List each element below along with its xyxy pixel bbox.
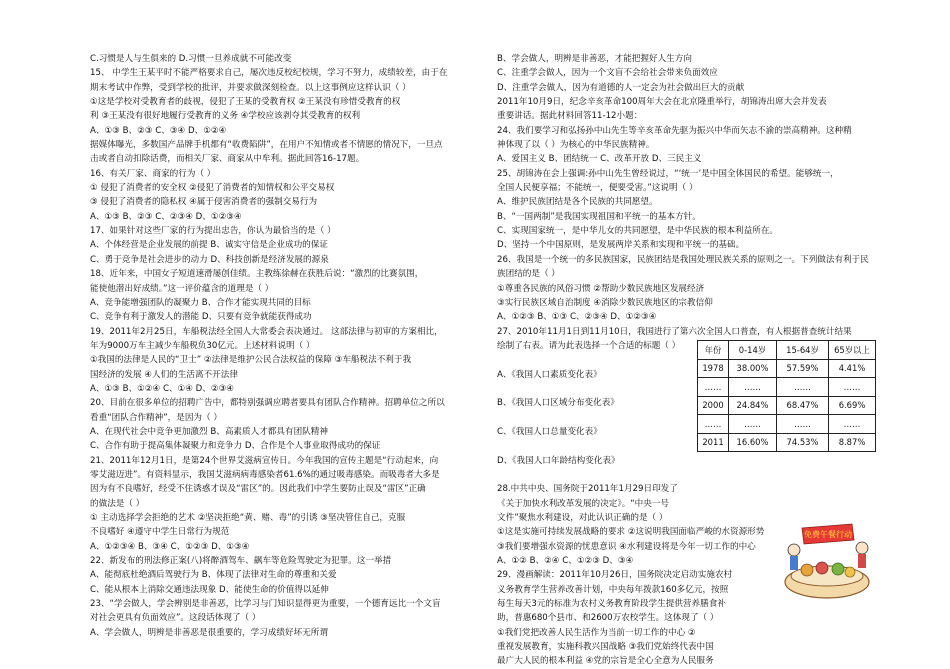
text-line: 2011年10月9日，纪念辛亥革命100周年大会在北京隆重举行，胡锦涛出席大会并发表 [497,97,827,108]
text-line: A、《我国人口素质变化表》 [497,369,602,380]
table-row [698,415,876,434]
text-line: ③我们要增强水资源的忧患意识 ④水利建设将是今年一切工作的中心 [497,541,756,552]
text-line: 年为9000万车主减少车船税负30亿元。上述材料说明（ ） [90,340,315,351]
text-line: 助，普惠680个县市、和2600万农校学生。这体现了（ ） [497,613,719,624]
text-line: 据媒体曝光，多数国产品牌手机都有“收费陷阱”，在用户不知情或者不情愿的情况下，一旦点 [90,140,443,151]
table-cell: 2011 [698,433,729,452]
text-line: D、坚持一个中国原则，是发展两岸关系和实现和平统一的基础。 [497,240,745,251]
text-line: 15、 中学生王某平时不能严格要求自己，屡次违反校纪校规，学习不努力，成绩较差，由于在 [90,68,448,79]
text-line: A、学会做人，明辨是非善恶是很重要的，学习成绩好坏无所谓 [90,627,328,638]
table-cell: …… [698,415,729,434]
table-row [698,396,876,415]
table-header-cell: 65岁以上 [829,341,876,360]
text-line: C、实现国家统一，是中华儿女的共同愿望，是中华民族的根本利益所在。 [497,226,779,237]
text-line: 21、2011年12月1日，是第24个世界艾滋病宣传日。今年我国的宣传主题是“行动起来，向 [90,455,439,466]
table-cell: 74.53% [777,433,829,452]
table-cell: …… [729,415,777,434]
text-line: ①这是学校对受教育者的歧视，侵犯了王某的受教育权 ②王某没有珍惜受教育的权 [90,97,401,108]
text-line: C、竞争有利于激发人的潜能 D、只要有竞争就能获得成功 [90,312,312,323]
table-header-row [698,341,876,360]
text-line: 能使他潜出好成绩。”这一评价蕴含的道理是（ ） [90,283,274,294]
table-cell: 16.60% [729,433,777,452]
text-line: ①尊重各民族的风俗习惯 ②帮助少数民族地区发展经济 [497,283,705,294]
text-line: 零艾滋迈进”。有资料显示，我国艾滋病病毒感染者61.6%的通过吸毒感染。而吸毒者大多是 [90,469,440,480]
text-line: ③实行民族区域自治制度 ④消除少数民族地区的宗教信仰 [497,297,713,308]
text-line: D、《我国人口年龄结构变化表》 [497,455,620,466]
text-line: 23、“学会做人，学会辨别是非善恶，比学习与门知识显得更为重要，一个德育远比一个文盲 [90,599,441,610]
text-line: ① 主动选择学会拒绝的艺术 ②坚决拒绝“黄、赌、毒”的引诱 ③坚决管住自己，克服 [90,513,406,523]
text-line: 26、我国是一个统一的多民族国家，民族团结是我国处理民族关系的原则之一。下列做法有利于民 [497,254,869,265]
left-column [90,52,465,640]
text-line: A、爱国主义 B、团结统一 C、改革开放 D、三民主义 [497,154,702,165]
table-cell: …… [698,378,729,397]
text-line: 义务教育学生营养改善计划，中央每年拨款160多亿元，按照 [497,584,729,595]
text-line [497,468,875,482]
text-line: 对社会更具有负面效应”。这段话体现了（ ） [90,613,261,624]
text-line: 19、2011年2月25日，车船税法经全国人大常委会表决通过。 这部法律与初审的方案相比， [90,326,443,337]
table-header-cell: 15-64岁 [777,341,829,360]
text-line: D、注重学会做人，因为有道德的人一定会为社会做出巨大的贡献 [497,82,745,93]
table-cell: 8.87% [829,433,876,452]
cartoon-illustration [772,520,882,605]
text-line: C、勇于竞争是社会进步的动力 D、科技创新是经济发展的源泉 [90,254,329,265]
text-line: 击或者自动扣除话费，而相关厂家、商家从中牟利。据此回答16-17题。 [90,154,365,165]
table-row [698,433,876,452]
text-line: C、注重学会做人，因为一个文盲不会给社会带来负面效应 [497,68,718,79]
text-line: ① 侵犯了消费者的安全权 ②侵犯了消费者的知情权和公平交易权 [90,183,335,194]
table-header-cell: 0-14岁 [729,341,777,360]
text-line: A、①② B、②④ C、①②③ D、③④ [497,556,634,567]
text-line: 28.中共中央、国务院于2011年1月29日印发了 [497,484,678,495]
table-cell: 4.41% [829,359,876,378]
text-line: A、①③ B、②③ C、②③④ D、①②③④ [90,211,242,222]
text-line: 期末考试中作弊，受到学校的批评，并要求做深刻检查。以上这事例应这样认识（ ） [90,82,411,93]
text-line: 神体现了以（ ）为核心的中华民族精神。 [497,140,655,151]
text-line: ①我们党把改善人民生活作为当前一切工作的中心 ② [497,627,696,638]
text-line: 25、胡锦涛在会上强调:孙中山先生曾经说过，“‘统一’是中国全体国民的希望。能够统一， [497,168,839,179]
text-line: 《关于加快水利改革发展的决定》。“中央一号 [497,498,670,509]
text-line: 29、漫画解读：2011年10月26日，国务院决定启动实施农村 [497,570,733,581]
table-header-cell: 年份 [698,341,729,360]
text-line: A、竞争能增强团队的凝聚力 B、合作才能实现共同的目标 [90,297,311,308]
cartoon-banner-text: 免费午餐行动 [804,530,852,539]
text-line: 的做法是（ ） [90,498,145,509]
text-line: 全国人民便享福；不能统一，便要受害。”这说明（ ） [497,183,698,194]
text-line: C、合作有助于提高集体凝聚力和竞争力 D、合作是个人事业取得成功的保证 [90,441,381,452]
text-line: 因为有不良嗜好，经受不住诱惑才误及“雷区”的。因此我们中学生要防止误及“雷区”正确 [90,484,426,495]
table-cell: 24.84% [729,396,777,415]
text-line: A、①②③ B、①③ C、②③④ D、①②③④ [497,312,657,323]
table-cell: …… [829,378,876,397]
text-line: A、能彻底杜绝酒后驾驶行为 B、体现了法律对生命的尊重和关爱 [90,570,337,581]
text-line: C、《我国人口总量变化表》 [497,426,602,437]
text-line: C、能从根本上消除交通违法现象 D、能使生命的价值得以延伸 [90,584,329,595]
table-cell: 38.00% [729,359,777,378]
text-line: A、在现代社会中竞争更加激烈 B、高素质人才都具有团队精神 [90,426,328,437]
text-line: 族团结的是（ ） [497,269,560,280]
text-line: 绘制了右表。请为此表选择一个合适的标题（ ） [497,340,681,351]
text-line: 22、新发布的刑法修正案(八)将醉酒驾车、飙车等危险驾驶定为犯罪。这一举措 [90,556,392,567]
text-line: C.习惯是人与生俱来的 D.习惯一旦养成就不可能改变 [90,54,292,64]
text-line: A、①③ B、②③ C、③④ D、①②④ [90,125,227,136]
table-row [698,359,876,378]
table-row [698,378,876,397]
text-line: 重要讲话。据此材料回答11-12小题： [497,111,643,122]
text-line: B、《我国人口区域分布变化表》 [497,398,619,409]
text-line: ①这是实施可持续发展战略的要求 ②这说明我国面临严峻的水资源形势 [497,527,765,538]
table-cell: 68.47% [777,396,829,415]
table-cell: …… [829,415,876,434]
text-line: 利 ③王某没有很好地履行受教育的义务 ④学校应该剥夺其受教育的权利 [90,111,361,122]
text-line: 每生每天3元的标准为农村义务教育阶段学生提供营养膳食补 [497,599,726,610]
table-cell: 6.69% [829,396,876,415]
text-line: 不良嗜好 ④遵守中学生日常行为规范 [90,527,230,538]
text-line: 文件”聚焦水利建设，对此认识正确的是（ ） [497,513,668,523]
table-cell: 2000 [698,396,729,415]
text-line: 国经济的发展 ④人们的生活离不开法律 [90,369,238,380]
table-cell: …… [777,415,829,434]
text-line: A、①③ B、①②④ C、①④ D、②③④ [90,383,235,394]
text-line: 最广大人民的根本利益 ④党的宗旨是全心全意为人民服务 [497,656,714,667]
text-line: 18、近年来，中国女子短道速滑屡创佳绩。主教练徐赫在获胜后说：“激烈的比赛氛围， [90,269,424,280]
table-cell: 57.59% [777,359,829,378]
text-line: 24、我们要学习和弘扬孙中山先生等辛亥革命先驱为振兴中华而矢志不渝的崇高精神。这种精 [497,125,852,136]
text-line: 看重“团队合作精神”，是因为（ ） [90,412,222,423]
table-cell: …… [729,378,777,397]
text-line: 17、如果针对这些厂家的行为提出忠告，你认为最恰当的是（ ） [90,226,336,237]
text-line: 16、有关厂家、商家的行为（ ） [90,168,216,179]
text-line: ③ 侵犯了消费者的隐私权 ④属于侵害消费者的强制交易行为 [90,197,318,208]
text-line: B、“一国两制”是我国实现祖国和平统一的基本方针。 [497,211,701,222]
text-line: 重视发展教育，实施科教兴国战略 ③我们党始终代表中国 [497,642,714,653]
text-line: A、个体经营是企业发展的前提 B、诚实守信是企业成功的保证 [90,240,328,251]
text-line: ①我国的法律是人民的“卫士” ②法律是维护公民合法权益的保障 ③车船税法不利于我 [90,355,412,366]
text-line: 20、目前在很多单位的招聘广告中，都特别强调应聘者要具有团队合作精神。招聘单位之所以 [90,398,445,409]
text-line: A、维护民族团结是各个民族的共同愿望。 [497,197,658,208]
text-line: 27、2010年11月1日到11月10日，我国进行了第六次全国人口普查，有人根据普查统计结果 [497,326,852,337]
text-line: A、①②③④ B、③④ C、①②③ D、①③④ [90,541,250,552]
population-table [697,340,876,452]
table-cell: …… [777,378,829,397]
table-cell: 1978 [698,359,729,378]
text-line: B、学会做人，明辨是非善恶，才能把握好人生方向 [497,54,692,64]
